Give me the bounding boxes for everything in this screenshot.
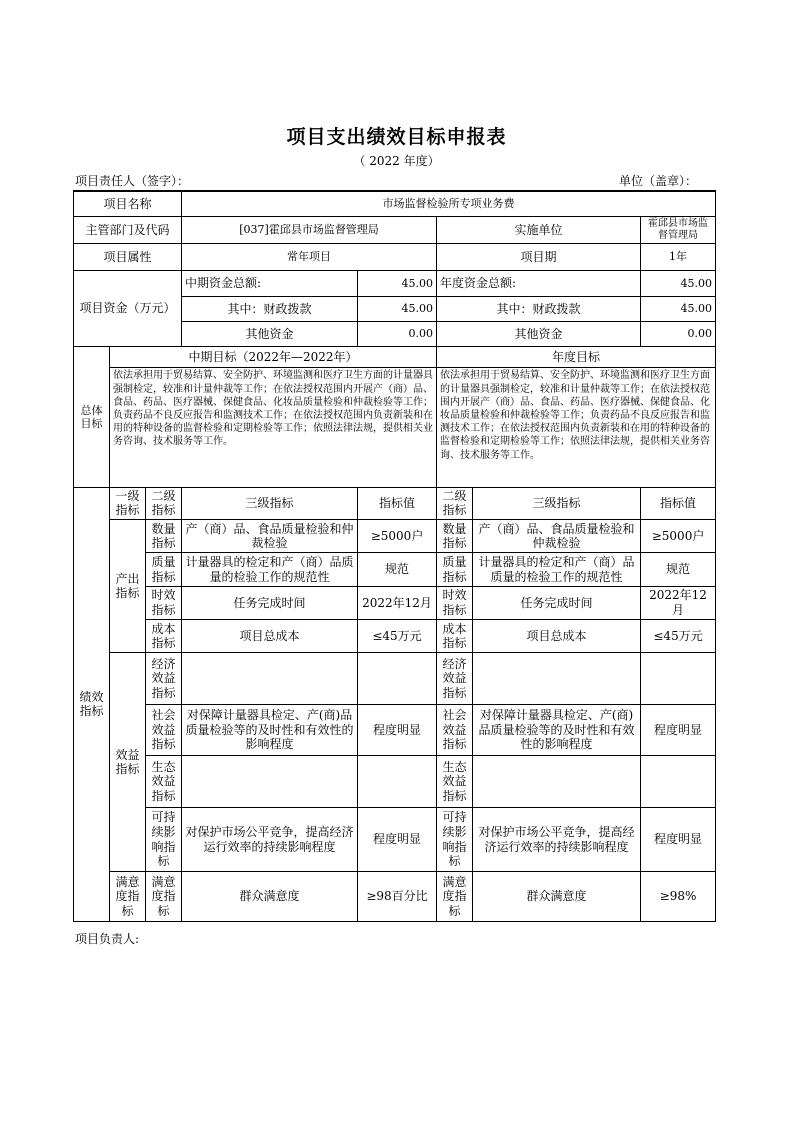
lvl3-cell: 任务完成时间 <box>182 586 358 619</box>
lvl3-cell: 任务完成时间 <box>473 586 641 619</box>
responsible-label: 项目责任人（签字）： <box>75 174 190 188</box>
row-attr <box>74 244 716 270</box>
mid-fiscal-label: 其中：财政拨款 <box>182 296 358 321</box>
table-row <box>74 553 716 586</box>
lvl2-cell: 数量指标 <box>146 520 182 553</box>
row-project-name <box>74 191 716 216</box>
lvl3-cell: 项目总成本 <box>473 620 641 653</box>
lvl3-cell <box>182 653 358 704</box>
lvl2-cell: 社会效益指标 <box>146 704 182 755</box>
year-fiscal-value: 45.00 <box>641 296 716 321</box>
mid-fiscal-value: 45.00 <box>358 296 437 321</box>
lvl3-cell <box>182 756 358 807</box>
table-row <box>74 807 716 872</box>
year-goal-header: 年度目标 <box>437 347 716 368</box>
value-cell: ≥5000户 <box>358 520 437 553</box>
value-cell: ≤45万元 <box>641 620 716 653</box>
col-lvl2: 二级指标 <box>146 487 182 520</box>
table-row <box>74 704 716 755</box>
col-year-lvl2: 二级指标 <box>437 487 473 520</box>
lvl3-cell: 对保护市场公平竞争，提高经济运行效率的持续影响程度 <box>473 807 641 872</box>
table-row <box>74 586 716 619</box>
year-total-label: 年度资金总额: <box>437 270 641 296</box>
mid-goal-text: 依法承担用于贸易结算、安全防护、环境监测和医疗卫生方面的计量器具强制检定，较准和计量仲裁等工作；在依法授权范围内开展产（商）品、食品、药品、医疗器械、保健食品、化妆品质量检验和仲裁检验等工作；负责药品不良反应报告和监测技术工作；在依法授权范围内负责新装和在用的特种设备的监督检验和定期检验等工作；依照法律法规，提供相关业务咨询、技术服务等工作。 <box>110 368 437 487</box>
lvl2-cell: 成本指标 <box>146 620 182 653</box>
impl-label: 实施单位 <box>437 216 641 244</box>
satisfaction-indicator-label: 满意度指标 <box>110 872 146 922</box>
impl-value: 霍邱县市场监督管理局 <box>641 216 716 244</box>
lvl2-cell: 质量指标 <box>146 553 182 586</box>
year-fiscal-label: 其中：财政拨款 <box>437 296 641 321</box>
value-cell: 程度明显 <box>358 807 437 872</box>
value-cell: ≥98% <box>641 872 716 922</box>
value-cell <box>641 756 716 807</box>
lvl2-cell: 成本指标 <box>437 620 473 653</box>
lvl2-cell: 经济效益指标 <box>146 653 182 704</box>
mid-total-label: 中期资金总额: <box>182 270 358 296</box>
row-goal-text <box>74 368 716 487</box>
col-year-value: 指标值 <box>641 487 716 520</box>
page-title: 项目支出绩效目标申报表 <box>286 126 507 148</box>
lvl3-cell: 项目总成本 <box>182 620 358 653</box>
benefit-indicator-label: 效益指标 <box>110 653 146 872</box>
lvl2-cell: 生态效益指标 <box>437 756 473 807</box>
mid-total-value: 45.00 <box>358 270 437 296</box>
value-cell <box>641 653 716 704</box>
project-name-value: 市场监督检验所专项业务费 <box>182 191 716 216</box>
lvl3-cell: 计量器具的检定和产（商）品质量的检验工作的规范性 <box>182 553 358 586</box>
performance-table <box>73 190 716 922</box>
lvl3-cell: 对保护市场公平竞争，提高经济运行效率的持续影响程度 <box>182 807 358 872</box>
table-row <box>74 520 716 553</box>
output-indicator-label: 产出指标 <box>110 520 146 653</box>
dept-value: [037]霍邱县市场监督管理局 <box>182 216 437 244</box>
lvl3-cell: 对保障计量器具检定、产(商)品质量检验等的及时性和有效性的影响程度 <box>182 704 358 755</box>
value-cell: ≥98百分比 <box>358 872 437 922</box>
period-label: 项目期 <box>437 244 641 270</box>
attr-value: 常年项目 <box>182 244 437 270</box>
mid-goal-header: 中期目标（2022年—2022年） <box>110 347 437 368</box>
lvl3-cell: 计量器具的检定和产（商）品质量的检验工作的规范性 <box>473 553 641 586</box>
perf-indicator-label: 绩效指标 <box>74 487 110 921</box>
col-value: 指标值 <box>358 487 437 520</box>
value-cell: 规范 <box>358 553 437 586</box>
year-other-value: 0.00 <box>641 322 716 347</box>
lvl3-cell <box>473 756 641 807</box>
value-cell: 程度明显 <box>641 704 716 755</box>
value-cell: 程度明显 <box>358 704 437 755</box>
year-other-label: 其他资金 <box>437 322 641 347</box>
value-cell: 规范 <box>641 553 716 586</box>
unit-label: 单位（盖章）： <box>618 174 697 188</box>
overall-goal-label: 总体目标 <box>74 347 110 487</box>
lvl2-cell: 社会效益指标 <box>437 704 473 755</box>
col-lvl1: 一级指标 <box>110 487 146 520</box>
value-cell <box>358 653 437 704</box>
lvl3-cell <box>473 653 641 704</box>
row-goal-headers <box>74 347 716 368</box>
row-fund-total <box>74 270 716 296</box>
lvl2-cell: 生态效益指标 <box>146 756 182 807</box>
value-cell <box>358 756 437 807</box>
year-total-value: 45.00 <box>641 270 716 296</box>
value-cell: ≥5000户 <box>641 520 716 553</box>
value-cell: 2022年12月 <box>641 586 716 619</box>
lvl3-cell: 群众满意度 <box>182 872 358 922</box>
value-cell: 2022年12月 <box>358 586 437 619</box>
lvl3-cell: 群众满意度 <box>473 872 641 922</box>
project-leader-label: 项目负责人: <box>75 932 140 946</box>
mid-other-label: 其他资金 <box>182 322 358 347</box>
lvl2-cell: 可持续影响指标 <box>437 807 473 872</box>
mid-other-value: 0.00 <box>358 322 437 347</box>
table-row <box>74 653 716 704</box>
lvl2-cell: 满意度指标 <box>146 872 182 922</box>
lvl3-cell: 产（商）品、食品质量检验和仲裁检验 <box>182 520 358 553</box>
attr-label: 项目属性 <box>74 244 182 270</box>
year-goal-text: 依法承担用于贸易结算、安全防护、环境监测和医疗卫生方面的计量器具强制检定，较准和计量仲裁等工作；在依法授权范围内开展产（商）品、食品、药品、医疗器械、保健食品、化妆品质量检验和仲裁检验等工作；负责药品不良反应报告和监测技术工作；在依法授权范围内负责新装和在用的特种设备的监督检验和定期检验等工作；依照法律法规，提供相关业务咨询、技术服务等工作。 <box>437 368 716 487</box>
lvl2-cell: 质量指标 <box>437 553 473 586</box>
lvl2-cell: 经济效益指标 <box>437 653 473 704</box>
table-row <box>74 620 716 653</box>
period-value: 1年 <box>641 244 716 270</box>
lvl2-cell: 数量指标 <box>437 520 473 553</box>
year-line: （ 2022 年度） <box>353 154 440 168</box>
lvl2-cell: 时效指标 <box>146 586 182 619</box>
col-year-lvl3: 三级指标 <box>473 487 641 520</box>
col-lvl3: 三级指标 <box>182 487 358 520</box>
lvl3-cell: 产（商）品、食品质量检验和仲裁检验 <box>473 520 641 553</box>
funds-label: 项目资金（万元） <box>74 270 182 347</box>
project-name-label: 项目名称 <box>74 191 182 216</box>
value-cell: ≤45万元 <box>358 620 437 653</box>
row-dept <box>74 216 716 244</box>
lvl2-cell: 满意度指标 <box>437 872 473 922</box>
lvl2-cell: 可持续影响指标 <box>146 807 182 872</box>
dept-label: 主管部门及代码 <box>74 216 182 244</box>
table-row <box>74 872 716 922</box>
lvl3-cell: 对保障计量器具检定、产(商)品质量检验等的及时性和有效性的影响程度 <box>473 704 641 755</box>
value-cell: 程度明显 <box>641 807 716 872</box>
table-row <box>74 756 716 807</box>
lvl2-cell: 时效指标 <box>437 586 473 619</box>
row-perf-headers <box>74 487 716 520</box>
